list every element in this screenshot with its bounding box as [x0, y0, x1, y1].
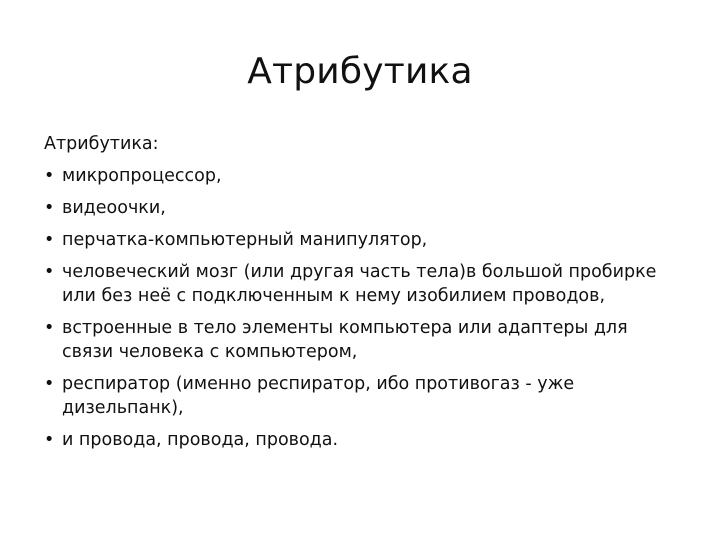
slide-title: Атрибутика	[247, 51, 473, 92]
bullet-item	[44, 316, 684, 364]
bullet-text: и провода, провода, провода.	[62, 430, 339, 450]
bullet-item	[44, 196, 684, 220]
bullet-text: перчатка-компьютерный манипулятор,	[62, 230, 428, 250]
bullet-text: человеческий мозг (или другая часть тела)в большой пробирке или без неё с подключенным к нему изобилием проводов,	[62, 262, 657, 306]
bullet-item	[44, 164, 684, 188]
bullet-item	[44, 260, 684, 308]
bullet-item	[44, 372, 684, 420]
slide-body	[44, 132, 684, 460]
bullet-icon: •	[44, 230, 55, 250]
bullet-icon: •	[44, 374, 55, 394]
bullet-list	[44, 164, 684, 452]
bullet-icon: •	[44, 166, 55, 186]
bullet-item	[44, 428, 684, 452]
bullet-text: встроенные в тело элементы компьютера или адаптеры для связи человека с компьютером,	[62, 318, 628, 362]
bullet-icon: •	[44, 430, 55, 450]
bullet-text: видеоочки,	[62, 198, 166, 218]
bullet-item	[44, 228, 684, 252]
bullet-icon: •	[44, 318, 55, 338]
bullet-icon: •	[44, 198, 55, 218]
bullet-icon: •	[44, 262, 55, 282]
intro-text: Атрибутика:	[44, 134, 159, 154]
bullet-text: респиратор (именно респиратор, ибо противогаз - уже дизельпанк),	[62, 374, 575, 418]
bullet-text: микропроцессор,	[62, 166, 222, 186]
